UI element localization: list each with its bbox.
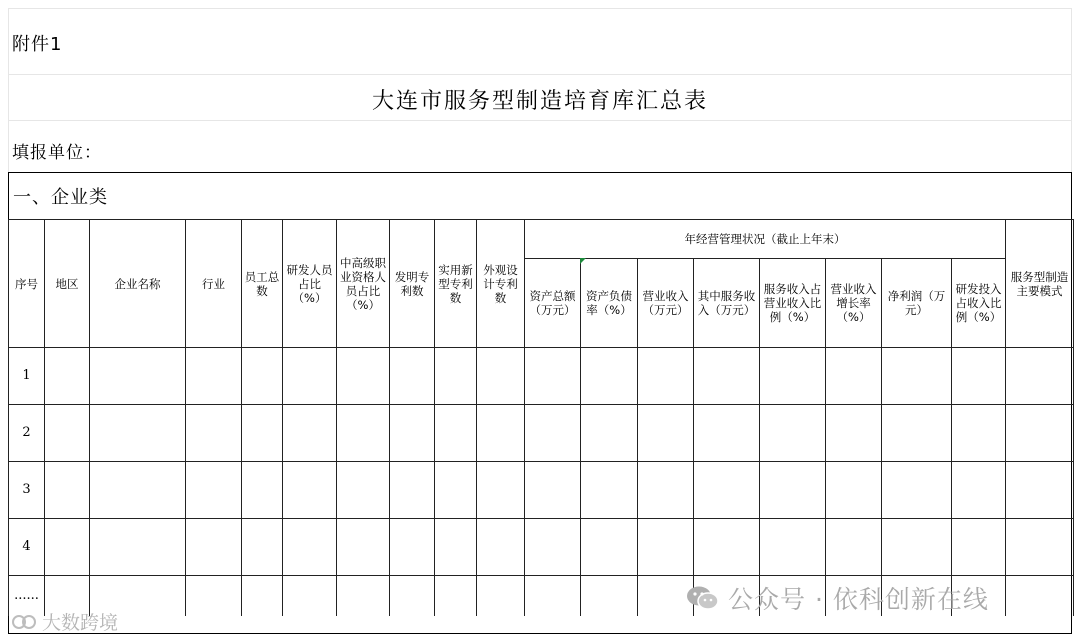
table-cell[interactable] bbox=[435, 519, 477, 576]
header-rd-staff-ratio: 研发人员占比（%） bbox=[283, 220, 337, 348]
header-debt-ratio: 资产负债率（%） bbox=[581, 259, 638, 348]
table-cell[interactable] bbox=[45, 405, 90, 462]
header-service-model: 服务型制造主要模式 bbox=[1006, 220, 1074, 348]
table-cell[interactable] bbox=[952, 519, 1006, 576]
table-cell[interactable] bbox=[525, 348, 581, 405]
table-cell[interactable] bbox=[882, 519, 952, 576]
table-cell[interactable] bbox=[1006, 462, 1074, 519]
table-cell[interactable] bbox=[826, 462, 882, 519]
table-cell[interactable] bbox=[525, 462, 581, 519]
table-cell[interactable] bbox=[45, 519, 90, 576]
table-cell[interactable] bbox=[477, 405, 525, 462]
table-cell[interactable] bbox=[581, 576, 638, 617]
table-cell[interactable] bbox=[90, 462, 186, 519]
header-seq: 序号 bbox=[9, 220, 45, 348]
table-cell[interactable] bbox=[390, 519, 435, 576]
table-cell[interactable] bbox=[242, 519, 283, 576]
table-cell[interactable] bbox=[390, 462, 435, 519]
header-total-assets: 资产总额（万元） bbox=[525, 259, 581, 348]
table-cell[interactable] bbox=[477, 519, 525, 576]
table-cell[interactable] bbox=[826, 519, 882, 576]
table-cell[interactable] bbox=[638, 405, 694, 462]
table-cell[interactable] bbox=[694, 519, 760, 576]
table-cell[interactable] bbox=[283, 519, 337, 576]
table-cell[interactable] bbox=[694, 462, 760, 519]
row-number: 2 bbox=[9, 405, 45, 462]
fill-unit-label: 填报单位： bbox=[12, 143, 102, 163]
table-cell[interactable] bbox=[283, 348, 337, 405]
table-cell[interactable] bbox=[952, 462, 1006, 519]
table-cell[interactable] bbox=[45, 462, 90, 519]
table-cell[interactable] bbox=[882, 348, 952, 405]
table-cell[interactable] bbox=[477, 576, 525, 617]
table-cell[interactable] bbox=[952, 348, 1006, 405]
table-cell[interactable] bbox=[186, 462, 242, 519]
table-cell[interactable] bbox=[638, 348, 694, 405]
table-cell[interactable] bbox=[283, 576, 337, 617]
table-cell[interactable] bbox=[826, 405, 882, 462]
table-row bbox=[9, 348, 1074, 405]
table-cell[interactable] bbox=[186, 519, 242, 576]
header-rd-investment-share: 研发投入占收入比例（%） bbox=[952, 259, 1006, 348]
summary-sheet bbox=[8, 172, 1072, 634]
wechat-icon bbox=[686, 585, 720, 611]
table-cell[interactable] bbox=[638, 462, 694, 519]
table-cell[interactable] bbox=[477, 462, 525, 519]
table-cell[interactable] bbox=[826, 348, 882, 405]
table-cell[interactable] bbox=[760, 462, 826, 519]
table-cell[interactable] bbox=[435, 348, 477, 405]
header-design-patents: 外观设计专利数 bbox=[477, 220, 525, 348]
gridline bbox=[8, 8, 1072, 9]
table-cell[interactable] bbox=[581, 462, 638, 519]
table-cell[interactable] bbox=[45, 348, 90, 405]
header-revenue: 营业收入（万元） bbox=[638, 259, 694, 348]
header-region: 地区 bbox=[45, 220, 90, 348]
table-cell[interactable] bbox=[525, 519, 581, 576]
gridline bbox=[8, 74, 1072, 75]
gridline bbox=[8, 120, 1072, 121]
table-cell[interactable] bbox=[694, 405, 760, 462]
table-cell[interactable] bbox=[435, 405, 477, 462]
table-cell[interactable] bbox=[337, 348, 390, 405]
table-cell[interactable] bbox=[1006, 576, 1074, 617]
watermark-secondary bbox=[12, 608, 118, 635]
table-cell[interactable] bbox=[390, 348, 435, 405]
table-cell[interactable] bbox=[525, 405, 581, 462]
header-service-revenue-share: 服务收入占营业收入比例（%） bbox=[760, 259, 826, 348]
header-industry: 行业 bbox=[186, 220, 242, 348]
table-cell[interactable] bbox=[760, 405, 826, 462]
watermark-text: 公众号 · 依科创新在线 bbox=[728, 585, 989, 614]
table-cell[interactable] bbox=[186, 405, 242, 462]
table-cell[interactable] bbox=[882, 462, 952, 519]
document-title: 大连市服务型制造培育库汇总表 bbox=[371, 89, 708, 114]
header-senior-staff-ratio: 中高级职业资格人员占比（%） bbox=[337, 220, 390, 348]
table-cell[interactable] bbox=[242, 462, 283, 519]
summary-table bbox=[8, 219, 1074, 616]
table-cell[interactable] bbox=[1006, 519, 1074, 576]
cell-comment-marker bbox=[580, 258, 586, 264]
row-number: 4 bbox=[9, 519, 45, 576]
table-body bbox=[9, 348, 1074, 617]
header-employees: 员工总数 bbox=[242, 220, 283, 348]
header-service-revenue: 其中服务收入（万元） bbox=[694, 259, 760, 348]
table-cell[interactable] bbox=[283, 462, 337, 519]
table-cell[interactable] bbox=[1006, 348, 1074, 405]
header-net-profit: 净利润（万元） bbox=[882, 259, 952, 348]
table-cell[interactable] bbox=[760, 519, 826, 576]
table-cell[interactable] bbox=[390, 576, 435, 617]
table-row bbox=[9, 462, 1074, 519]
header-annual-group: 年经营管理状况（截止上年末） bbox=[525, 220, 1006, 259]
table-cell[interactable] bbox=[760, 348, 826, 405]
table-cell[interactable] bbox=[638, 519, 694, 576]
table-cell[interactable] bbox=[337, 462, 390, 519]
watermark-secondary-text: 大数跨境 bbox=[42, 612, 119, 634]
table-cell[interactable] bbox=[882, 405, 952, 462]
table-row bbox=[9, 519, 1074, 576]
table-cell[interactable] bbox=[694, 348, 760, 405]
table-cell[interactable] bbox=[390, 405, 435, 462]
table-cell[interactable] bbox=[477, 348, 525, 405]
watermark bbox=[686, 580, 989, 616]
table-cell[interactable] bbox=[581, 519, 638, 576]
table-cell[interactable] bbox=[337, 576, 390, 617]
table-cell[interactable] bbox=[242, 405, 283, 462]
table-cell[interactable] bbox=[337, 405, 390, 462]
table-cell[interactable] bbox=[952, 405, 1006, 462]
logo-icon bbox=[12, 612, 38, 632]
row-number: ...... bbox=[9, 576, 45, 617]
attachment-label: 附件1 bbox=[12, 34, 63, 55]
header-invention-patents: 发明专利数 bbox=[390, 220, 435, 348]
table-cell[interactable] bbox=[90, 405, 186, 462]
table-cell[interactable] bbox=[90, 348, 186, 405]
table-cell[interactable] bbox=[90, 519, 186, 576]
header-revenue-growth: 营业收入增长率（%） bbox=[826, 259, 882, 348]
table-cell[interactable] bbox=[242, 348, 283, 405]
table-row bbox=[9, 405, 1074, 462]
row-number: 3 bbox=[9, 462, 45, 519]
table-cell[interactable] bbox=[435, 462, 477, 519]
table-cell[interactable] bbox=[435, 576, 477, 617]
table-cell[interactable] bbox=[337, 519, 390, 576]
row-number: 1 bbox=[9, 348, 45, 405]
table-cell[interactable] bbox=[186, 576, 242, 617]
table-cell[interactable] bbox=[283, 405, 337, 462]
table-cell[interactable] bbox=[1006, 405, 1074, 462]
table-cell[interactable] bbox=[525, 576, 581, 617]
table-cell[interactable] bbox=[581, 348, 638, 405]
section-title: 一、企业类 bbox=[13, 187, 108, 208]
header-utility-patents: 实用新型专利数 bbox=[435, 220, 477, 348]
table-cell[interactable] bbox=[186, 348, 242, 405]
table-cell[interactable] bbox=[242, 576, 283, 617]
table-cell[interactable] bbox=[581, 405, 638, 462]
header-company-name: 企业名称 bbox=[90, 220, 186, 348]
